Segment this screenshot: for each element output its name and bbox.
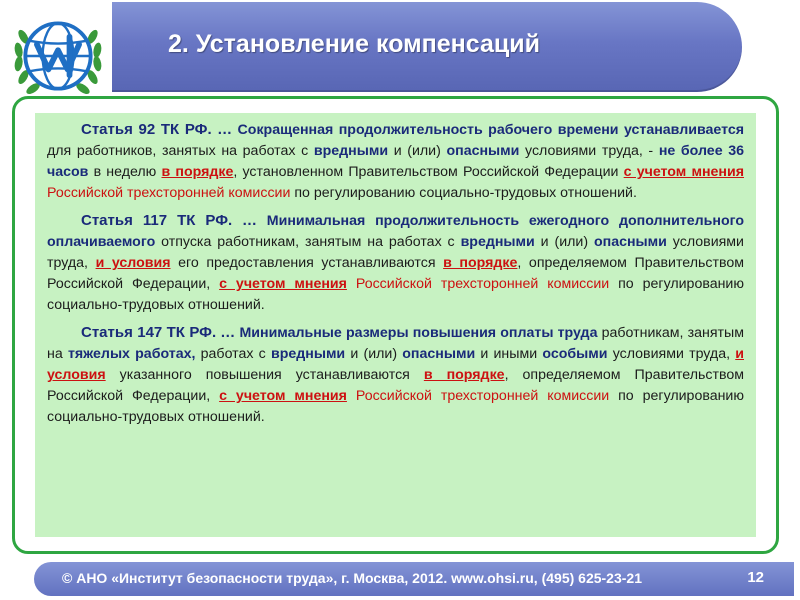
content-panel — [35, 113, 756, 537]
article-title: Статья 147 ТК РФ. — [81, 324, 217, 341]
slide-title: 2. Установление компенсаций — [168, 30, 540, 58]
content-frame — [12, 96, 779, 554]
article-paragraph: Статья 147 ТК РФ. … Минимальные размеры повышения оплаты труда работникам, занятым на тяжелых работах, работах с вредными и (или) опасными и иными особыми условиями труда, и условия указанного повышения устанавливаются в порядке, определяемом Правительством Российской Федерации, с учетом мнения Российской трехсторонней комиссии по регулированию социально-трудовых отношений. — [47, 324, 745, 425]
article-title: Статья 117 ТК РФ. — [81, 212, 233, 229]
article-title: Статья 92 ТК РФ. — [81, 121, 212, 138]
article-paragraph: Статья 92 ТК РФ. … Сокращенная продолжительность рабочего времени устанавливается для работников, занятых на работах с вредными и (или) опасными условиями труда, - не более 36 часов в неделю в порядке, установленном Правительством Российской Федерации с учетом мнения Российской трехсторонней комиссии по регулированию социально-трудовых отношений. — [47, 121, 745, 201]
footer-bar — [34, 562, 794, 596]
article-paragraph: Статья 117 ТК РФ. … Минимальная продолжительность ежегодного дополнительного оплачиваемого отпуска работникам, занятым на работах с вредными и (или) опасными условиями труда, и условия его предоставления устанавливаются в порядке, определяемом Правительством Российской Федерации, с учетом мнения Российской трехсторонней комиссии по регулированию социально-трудовых отношений. — [47, 212, 745, 313]
page-number: 12 — [747, 569, 764, 586]
footer-copyright: © АНО «Институт безопасности труда», г. Москва, 2012. www.ohsi.ru, (495) 625-23-21 — [62, 570, 642, 586]
institute-logo-icon — [10, 8, 106, 104]
title-bar — [112, 2, 742, 92]
